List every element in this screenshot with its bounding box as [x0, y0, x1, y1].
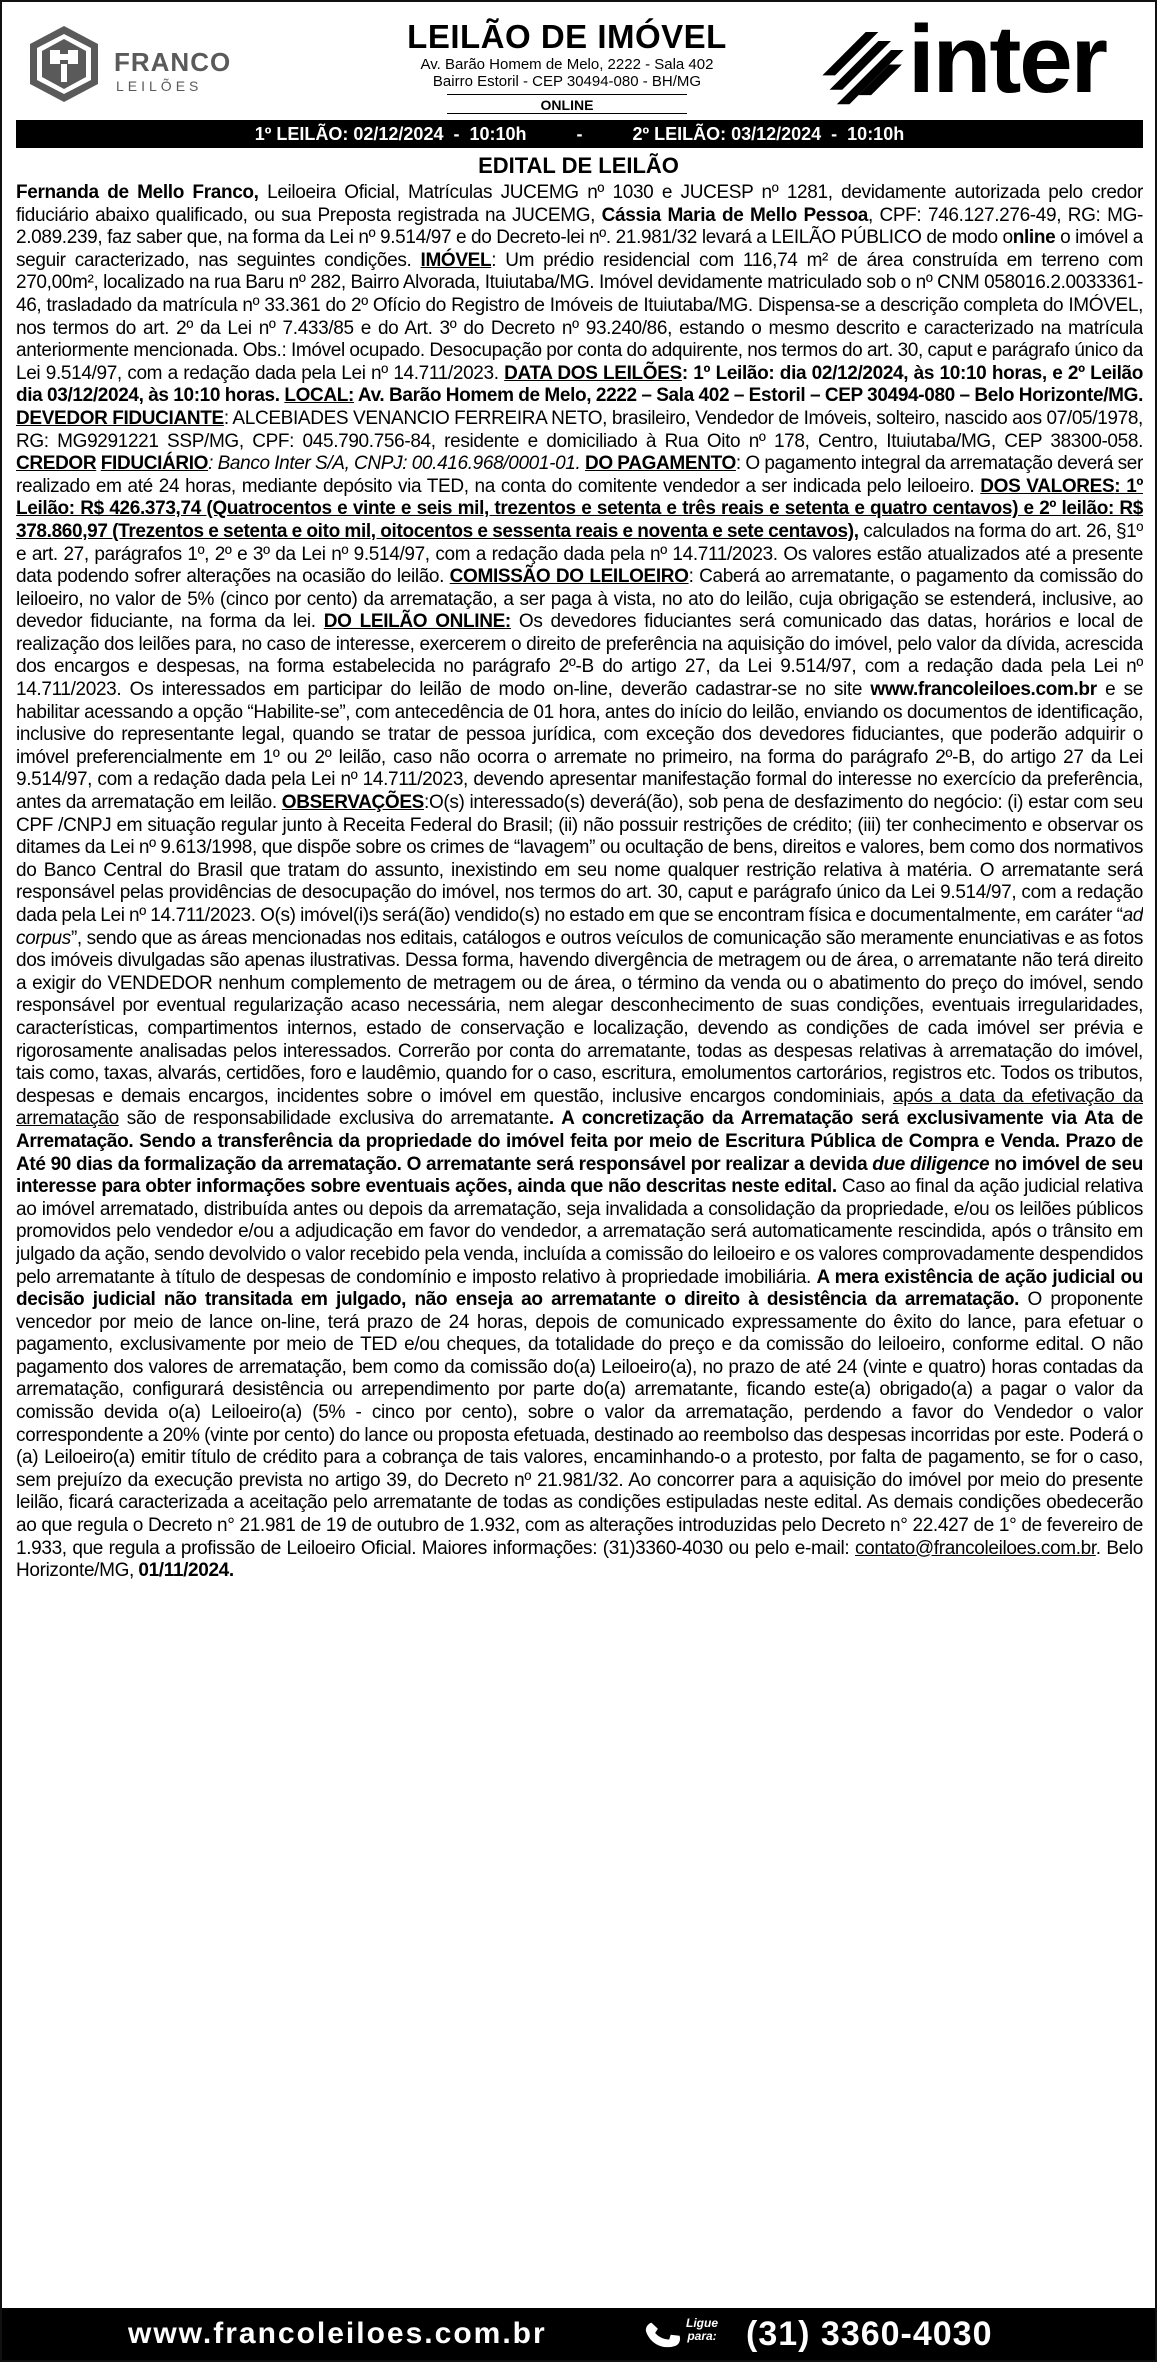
- bold-text: no imóvel de seu interesse para obter informações sobre eventuais ações, ainda que não descritas neste edital.: [16, 1153, 1143, 1198]
- body-text: Caso ao final da ação judicial relativa ao imóvel arrematado, distribuída antes ou depois da arrematação, seja invalidada a consolidação da propriedade, e/ou os leilões públicos promovidos pelo vendedor e/ou a adjudicação em favor do vendedor, a arrematação será automaticamente rescindida, após o trânsito em julgado da ação, sendo devolvido o valor recebido pela venda, incluída a comissão do leiloeiro e os valores comprovadamente despendidos pelo arrematante à título de despesas de condomínio e imposto relativo à propriedade imobiliária.: [16, 1176, 1143, 1288]
- body-text: e se habilitar acessando a opção “Habilite-se”, com antecedência de 01 hora, antes do início do leilão, enviando os documentos de identificação, inclusive do representante legal, quando se tratar de pessoa jurídica, com exceção dos devedores fiduciantes, que poderão adquirir o imóvel preferencialmente em 1º ou 2º leilão, caso não ocorra o arremate no primeiro, na forma do parágrafo 2º-B, do artigo 27 da Lei 9.514/97, com a redação dada pela Lei nº 14.711/2023, devendo apresentar manifestação formal do interesse no exercício da preferência, antes da arrematação em leilão.: [16, 679, 1143, 814]
- creditor-text: : Banco Inter S/A, CNPJ: 00.416.968/0001-01.: [208, 453, 581, 475]
- section-credor: CREDOR: [16, 453, 97, 475]
- inter-logo-word: inter: [908, 6, 1107, 113]
- ad-corpus-text: ad corpus: [16, 905, 1143, 949]
- bold-text: A mera existência de ação judicial ou decisão judicial não transitada em julgado, não enseja ao arrematante o direito à desistência da arrematação.: [16, 1266, 1143, 1311]
- edital-title: EDITAL DE LEILÃO: [478, 153, 679, 178]
- phone-icon: [644, 2316, 684, 2352]
- stripes-icon: [820, 32, 906, 106]
- due-diligence-text: due diligence: [872, 1153, 990, 1175]
- local-text: Av. Barão Homem de Melo, 2222 – Sala 402 – Estoril – CEP 30494-080 – Belo Horizonte/MG.: [354, 385, 1143, 407]
- section-dos-valores: DOS VALORES: [980, 475, 1115, 497]
- body-text: ”, sendo que as áreas mencionadas nos editais, catálogos e outros veículos de comunicação são meramente enunciativas e as fotos dos imóveis divulgadas são apenas ilustrativas. Dessa forma, havendo divergência de metragem ou de área, o arrematante não terá direito a exigir do VENDEDOR nenhum complemento de metragem ou de área, o término da venda ou o abatimento do preço do imóvel, sendo responsável por eventual regularização acaso necessária, nem alegar desconhecimento de suas condições, eventuais irregularidades, características, compartimentos internos, estado de conservação e localização, devendo as condições de cada imóvel ser prévia e rigorosamente analisadas pelos interessados. Correrão por conta do arrematante, todas as despesas relativas à arrematação do imóvel, tais como, taxas, alvarás, certidões, foro e laudêmio, quando for o caso, escritura, emolumentos cartorários, registros etc. Todos os tributos, despesas e demais encargos, incidentes sobre o imóvel em questão, inclusive encargos condominiais,: [16, 927, 1143, 1107]
- body-text: o imóvel a seguir caracterizado, nas seguintes condições.: [16, 227, 1143, 271]
- body-text: são de responsabilidade exclusiva do arrematante: [118, 1108, 549, 1130]
- footer-website[interactable]: www.francoleiloes.com.br: [128, 2317, 547, 2350]
- body-text: calculados na forma do art. 26, §1º e art. 27, parágrafos 1º, 2º e 3º da Lei nº 9.514/97, com a redação dada pela nº 14.711/2023. Os valores estão atualizados até a presente data podendo sofrer alterações na ocasião do leilão.: [16, 520, 1143, 588]
- call-label: [686, 2317, 718, 2343]
- auction-dates-bar: 1º LEILÃO: 02/12/2024 - 10:10h - 2º LEILÃO: 03/12/2024 - 10:10h: [16, 120, 1143, 148]
- auction-values-text: 426.373,74 (Quatrocentos e vinte e seis mil, trezentos e setenta e três reais e setenta e quatro centavos) e 2º leilão: R$ 378.860,97 (Trezentos e setenta e oito mil, oitocentos e sessenta reais e noventa e sete centavos),: [16, 498, 1143, 542]
- franco-logo-sub: LEILÕES: [116, 78, 203, 94]
- underlined-text: após a data da efetivação da arrematação: [16, 1085, 1143, 1130]
- call-label-line-2: para:: [687, 2329, 717, 2343]
- footer-phone[interactable]: (31) 3360-4030: [746, 2315, 993, 2353]
- section-do-pagamento: DO PAGAMENTO: [584, 453, 736, 475]
- body-text: : Um prédio residencial com 116,74 m² de área construída em terreno com 270,00m², localizado na rua Baru nº 282, Bairro Alvorada, Ituiutaba/MG. Imóvel devidamente matriculado sob o nº CNM 058016.2.0033361-46, trasladado da matrícula nº 33.361 do 2º Ofício do Registro de Imóveis de Ituiutaba/MG. Dispensa-se a descrição completa do IMÓVEL, nos termos do art. 2º da Lei nº 7.433/85 e do Art. 3º do Decreto nº 93.240/86, estando o mesmo descrito e caracterizado na matrícula anteriormente mencionada. Obs.: Imóvel ocupado. Desocupação por conta do adquirente, nos termos do art. 30, caput e parágrafo único da Lei 9.514/97, com a redação dada pela Lei nº 14.711/2023.: [16, 249, 1143, 384]
- auctioneer-name: Fernanda de Mello Franco,: [16, 182, 259, 203]
- email-link[interactable]: contato@francoleiloes.com.br: [854, 1537, 1096, 1559]
- section-observacoes: OBSERVAÇÕES: [281, 792, 425, 814]
- body-text: Os devedores fiduciantes será comunicado das datas, horários e local de realização dos leilões para, no caso de interesse, exercerem o direito de preferência na aquisição do imóvel, pelo valor da dívida, acrescida dos encargos e despesas, na forma estabelecida no parágrafo 2º-B do artigo 27, da Lei 9.514/97, com a redação dada pela Lei nº 14.711/2023. Os interessados em participar do leilão de modo on-line, deverão cadastrar-se no site: [16, 611, 1143, 701]
- body-text: O proponente vencedor por meio de lance on-line, terá prazo de 24 horas, depois de comunicado expressamente do êxito do lance, para efetuar o pagamento, exclusivamente por meio de TED e/ou cheques, da totalidade do preço e da comissão do leiloeiro, conforme edital. O não pagamento dos valores de arrematação, bem como da comissão do(a) Leiloeiro(a), no prazo de até 24 (vinte e quatro) horas contadas da arrematação, configurará desistência ou arrependimento por parte do(a) arrematante, ficando este(a) obrigado(a) a pagar o valor da comissão devida o(a) Leiloeiro(a) (5% - cinco por cento), sobre o valor da arrematação, perdendo a favor do Vendedor o valor correspondente a 20% (vinte por cento) do lance ou proposta efetuada, destinado ao reembolso das despesas incorridas por este. Poderá o (a) Leiloeiro(a) emitir título de crédito para a cobrança de tais valores, encaminhando-o a protesto, por falta de pagamento, se for o caso, sem prejuízo da execução prevista no artigo 39, do Decreto nº 21.981/32. Ao concorrer para a aquisição do imóvel por meio do presente leilão, ficará caracterizada a aceitação pelo arrematante de todas as condições estipuladas neste edital. As demais condições obedecerão ao que regula o Decreto n° 21.981 de 19 de outubro de 1.932, com as alterações introduzidas pelo Decreto n° 22.427 de 1° de fevereiro de 1.933, que regula a profissão de Leiloeiro Oficial. Maiores informações: (31)3360-4030 ou pelo e-mail:: [16, 1289, 1143, 1559]
- closing-date: 01/11/2024.: [138, 1560, 234, 1582]
- edital-body: [16, 182, 1143, 2300]
- section-comissao: COMISSÃO DO LEILOEIRO: [449, 566, 689, 588]
- values-label: : 1º Leilão: R$: [16, 475, 1143, 520]
- franco-logo-word: FRANCO: [114, 47, 232, 77]
- body-text: , CPF: 746.127.276-49, RG: MG-2.089.239, faz saber que, na forma da Lei nº 9.514/97 e do Decreto-lei nº. 21.981/32 levará a LEILÃO PÚBLICO de modo o: [16, 204, 1143, 249]
- header: [2, 2, 1155, 122]
- franco-leiloes-logo: [24, 24, 244, 106]
- address-line-2: Bairro Estoril - CEP 30494-080 - BH/MG: [432, 73, 702, 90]
- title-block: [352, 18, 782, 115]
- preposta-name: Cássia Maria de Mello Pessoa: [601, 204, 868, 226]
- auction-dates-text: : 1º Leilão: dia 02/12/2024, às 10:10 horas, e 2º Leilão dia 03/12/2024, às 10:10 horas.: [16, 362, 1143, 407]
- body-text: : ALCEBIADES VENANCIO FERREIRA NETO, brasileiro, Vendedor de Imóveis, solteiro, nascido aos 07/05/1978, RG: MG9291221 SSP/MG, CPF: 045.790.756-84, residente e domiciliado à Rua Oito nº 178, Centro, Ituiutaba/MG, CEP 38300-058.: [16, 407, 1143, 452]
- online-label: ONLINE: [447, 94, 687, 114]
- body-text: : O pagamento integral da arrematação deverá ser realizado em até 24 horas, mediante depósito via TED, na conta do comitente vendedor a ser indicada pelo leiloeiro.: [16, 453, 1143, 497]
- section-devedor-fiduciante: DEVEDOR FIDUCIANTE: [16, 407, 224, 429]
- section-imovel: IMÓVEL: [420, 249, 492, 271]
- section-fiduciario: FIDUCIÁRIO: [100, 453, 209, 475]
- bold-text: . A concretização da Arrematação será exclusivamente via Ata de Arrematação. Sendo a transferência da propriedade do imóvel feita por meio de Escritura Pública de Compra e Venda. Prazo de Até 90 dias da formalização da arrematação. O arrematante será responsável por realizar a devida: [16, 1108, 1143, 1175]
- page-title: LEILÃO DE IMÓVEL: [407, 18, 727, 55]
- address-line-1: Av. Barão Homem de Melo, 2222 - Sala 402: [420, 56, 714, 73]
- body-text: :O(s) interessado(s) deverá(ão), sob pena de desfazimento do negócio: (i) estar com seu CPF /CNPJ em situação regular junto à Receita Federal do Brasil; (ii) não possuir restrições de crédito; (iii) ter conhecimento e observar os ditames da Lei nº 9.613/1998, que dispõe sobre os crimes de “lavagem” ou ocultação de bens, direitos e valores, bem como dos normativos do Banco Central do Brasil que tratam do assunto, inexistindo em seu nome qualquer restrição relativa à matéria. O arrematante será responsável pelas providências de desocupação do imóvel, nos termos do art. 30, caput e parágrafo único da Lei 9.514/97, com a redação dada pela Lei nº 14.711/2023. O(s) imóvel(i)s será(ão) vendido(s) no estado em que se encontram física e documentalmente, em caráter “: [16, 792, 1143, 926]
- inter-logo: [820, 6, 1145, 113]
- body-text: . Belo Horizonte/MG,: [16, 1537, 1143, 1582]
- section-data-dos-leiloes: DATA DOS LEILÕES: [504, 362, 682, 384]
- section-local: LOCAL:: [284, 385, 354, 407]
- hammer-shield-icon: [24, 24, 104, 104]
- body-text: Leiloeira Oficial, Matrículas JUCEMG nº 1030 e JUCESP nº 1281, devidamente autorizada pelo credor fiduciário abaixo qualificado, ou sua Preposta registrada na JUCEMG,: [16, 182, 1143, 226]
- footer-bar: [2, 2308, 1155, 2360]
- online-word: nline: [1012, 227, 1056, 249]
- section-do-leilao-online: DO LEILÃO ONLINE:: [323, 611, 511, 633]
- website-link[interactable]: www.francoleiloes.com.br: [870, 679, 1097, 701]
- call-label-line-1: Ligue: [686, 2316, 718, 2330]
- body-text: : Caberá ao arrematante, o pagamento da comissão do leiloeiro, no valor de 5% (cinco por cento) da arrematação, a ser paga à vista, no ato do leilão, cuja obrigação se estenderá, inclusive, ao devedor fiduciante, na forma da lei.: [16, 566, 1143, 633]
